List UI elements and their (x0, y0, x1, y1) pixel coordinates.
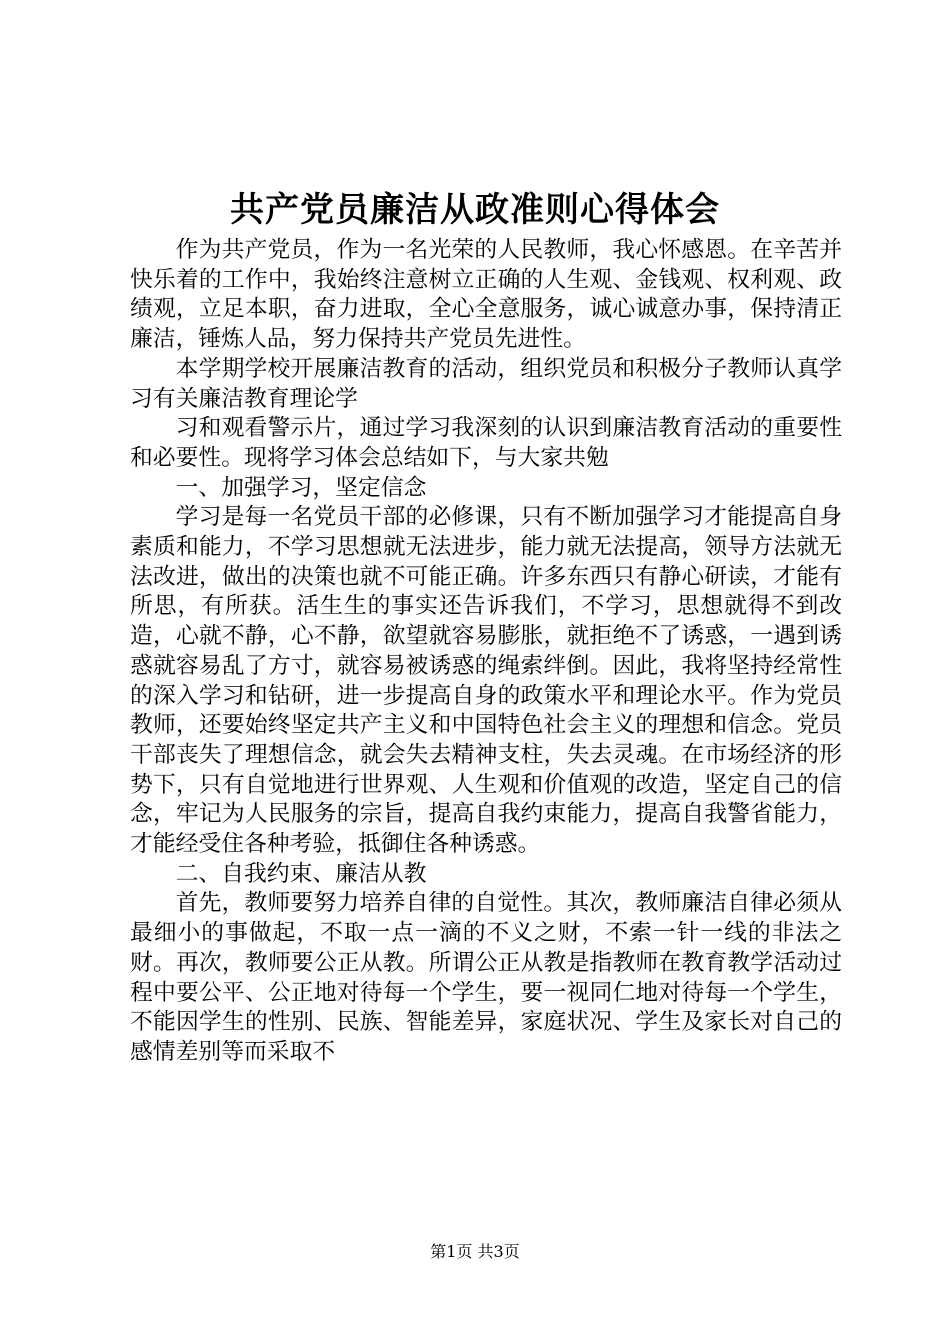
section-heading-1: 一、加强学习，坚定信念 (175, 474, 427, 501)
paragraph-intro: 作为共产党员，作为一名光荣的人民教师，我心怀感恩。在辛苦并快乐着的工作中，我始终注意树立正确的人生观、金钱观、权利观、政绩观，立足本职，奋力进取，全心全意服务，诚心诚意办事，保持清正廉洁，锤炼人品，努力保持共产党员先进性。 (130, 237, 842, 353)
paragraph-study: 学习是每一名党员干部的必修课，只有不断加强学习才能提高自身素质和能力，不学习思想就无法进步，能力就无法提高，领导方法就无法改进，做出的决策也就不可能正确。许多东西只有静心研读，才能有所思，有所获。活生生的事实还告诉我们，不学习，思想就得不到改造，心就不静，心不静，欲望就容易膨胀，就拒绝不了诱惑，一遇到诱惑就容易乱了方寸，就容易被诱惑的绳索绊倒。因此，我将坚持经常性的深入学习和钻研，进一步提高自身的政策水平和理论水平。作为党员教师，还要始终坚定共产主义和中国特色社会主义的理想和信念。党员干部丧失了理想信念，就会失去精神支柱，失去灵魂。在市场经济的形势下，只有自觉地进行世界观、人生观和价值观的改造，坚定自己的信念，牢记为人民服务的宗旨，提高自我约束能力，提高自我警省能力，才能经受住各种考验，抵御住各种诱惑。 (130, 504, 842, 858)
paragraph-activity: 本学期学校开展廉洁教育的活动，组织党员和积极分子教师认真学习有关廉洁教育理论学 (130, 355, 842, 412)
document-title: 共产党员廉洁从政准则心得体会 (230, 190, 720, 230)
paragraph-activity-continued: 习和观看警示片，通过学习我深刻的认识到廉洁教育活动的重要性和必要性。现将学习体会总结如下，与大家共勉 (130, 415, 842, 471)
document-body (130, 236, 842, 1068)
section-heading-2: 二、自我约束、廉洁从教 (175, 860, 427, 887)
page-number-footer: 第1页 共3页 (430, 1242, 520, 1261)
paragraph-self-discipline: 首先，教师要努力培养自律的自觉性。其次，教师廉洁自律必须从最细小的事做起，不取一点一滴的不义之财，不索一针一线的非法之财。再次，教师要公正从教。所谓公正从教是指教师在教育教学活动过程中要公平、公正地对待每一个学生，要一视同仁地对待每一个学生，不能因学生的性别、民族、智能差异，家庭状况、学生及家长对自己的感情差别等而采取不 (130, 890, 842, 1065)
